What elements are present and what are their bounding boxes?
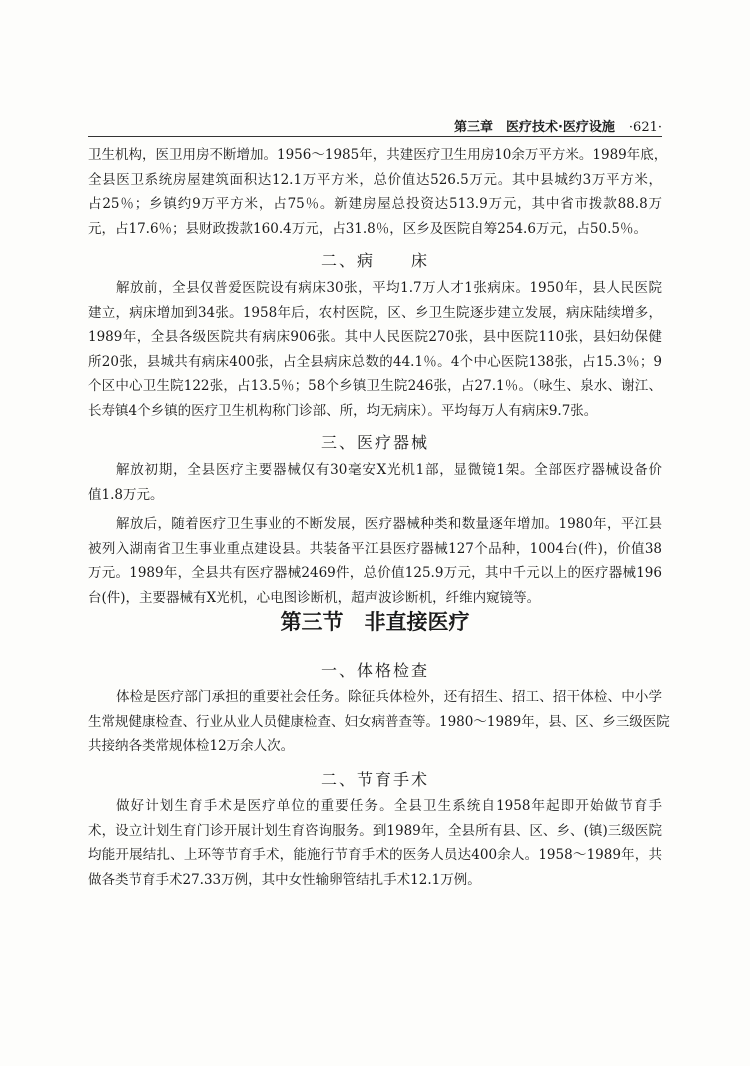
subsection-heading: 二、节育手术 xyxy=(320,770,429,789)
paragraph-line: 1989年，全县各级医院共有病床906张。其中人民医院270张，县中医院110张，县妇幼保健 xyxy=(88,329,662,346)
paragraph-line: 做各类节育手术27.33万例，其中女性输卵管结扎手术12.1万例。 xyxy=(88,871,481,888)
section-title: 第三节 非直接医疗 xyxy=(280,610,470,634)
paragraph-line: 全县医卫系统房屋建筑面积达12.1万平方米，总价值达526.5万元。其中县城约3万平方米， xyxy=(88,171,662,188)
paragraph-line: 万元。1989年，全县共有医疗器械2469件，总价值125.9万元，其中千元以上的医疗器械196 xyxy=(88,565,662,582)
paragraph-line: 共接纳各类常规体检12万余人次。 xyxy=(88,738,295,755)
paragraph-line: 被列入湖南省卫生事业重点建设县。共装备平江县医疗器械127个品种，1004台(件)，价值38 xyxy=(88,540,662,557)
paragraph-line: 卫生机构，医卫用房不断增加。1956～1985年，共建医疗卫生用房10余万平方米。1989年底， xyxy=(88,147,668,163)
paragraph-line: 值1.8万元。 xyxy=(88,486,164,503)
paragraph-line: 体检是医疗部门承担的重要社会任务。除征兵体检外，还有招生、招工、招干体检、中小学 xyxy=(116,689,662,705)
paragraph-line: 解放初期，全县医疗主要器械仅有30毫安X光机1部，显微镜1架。全部医疗器械设备价 xyxy=(116,462,662,478)
header-rule xyxy=(88,136,662,137)
subsection-heading: 二、病 床 xyxy=(320,251,429,270)
paragraph-line: 解放前，全县仅普爱医院设有病床30张，平均1.7万人才1张病床。1950年，县人民医院 xyxy=(116,280,662,296)
paragraph-line: 元，占17.6％；县财政拨款160.4万元，占31.8％，区乡及医院自筹254.6万元，占50.5％。 xyxy=(88,220,647,237)
paragraph-line: 做好计划生育手术是医疗单位的重要任务。全县卫生系统自1958年起即开始做节育手 xyxy=(116,798,662,814)
paragraph-line: 所20张，县城共有病床400张，占全县病床总数的44.1％。4个中心医院138张，占15.3％；9 xyxy=(88,353,662,370)
paragraph-line: 建立，病床增加到34张。1958年后，农村医院，区、乡卫生院逐步建立发展，病床陆续增多， xyxy=(88,304,662,321)
subsection-heading: 三、医疗器械 xyxy=(320,433,429,452)
paragraph-line: 长寿镇4个乡镇的医疗卫生机构称门诊部、所，均无病床）。平均每万人有病床9.7张。 xyxy=(88,403,598,419)
paragraph-line: 个区中心卫生院122张，占13.5％；58个乡镇卫生院246张，占27.1％。（咏生、泉水、谢江、 xyxy=(88,378,662,395)
chapter-title: 第三章 医疗技术·医疗设施 xyxy=(453,120,615,135)
paragraph-line: 占25％；乡镇约9万平方米，占75％。新建房屋总投资达513.9万元，其中省市拨款88.8万 xyxy=(88,196,662,213)
paragraph-line: 台(件)，主要器械有X光机，心电图诊断机，超声波诊断机，纤维内窥镜等。 xyxy=(88,589,541,606)
paragraph-line: 生常规健康检查、行业从业人员健康检查、妇女病普查等。1980～1989年，县、区、乡三级医院 xyxy=(88,713,670,730)
paragraph-line: 解放后，随着医疗卫生事业的不断发展，医疗器械种类和数量逐年增加。1980年，平江县 xyxy=(116,516,662,532)
running-header xyxy=(400,116,662,135)
paragraph-line: 术，设立计划生育门诊开展计划生育咨询服务。到1989年，全县所有县、区、乡、(镇)三级医院 xyxy=(88,822,662,839)
paragraph-line: 均能开展结扎、上环等节育手术，能施行节育手术的医务人员达400余人。1958～1989年，共 xyxy=(88,847,662,864)
page-number: ·621· xyxy=(628,120,662,135)
subsection-heading: 一、体格检查 xyxy=(320,661,429,680)
